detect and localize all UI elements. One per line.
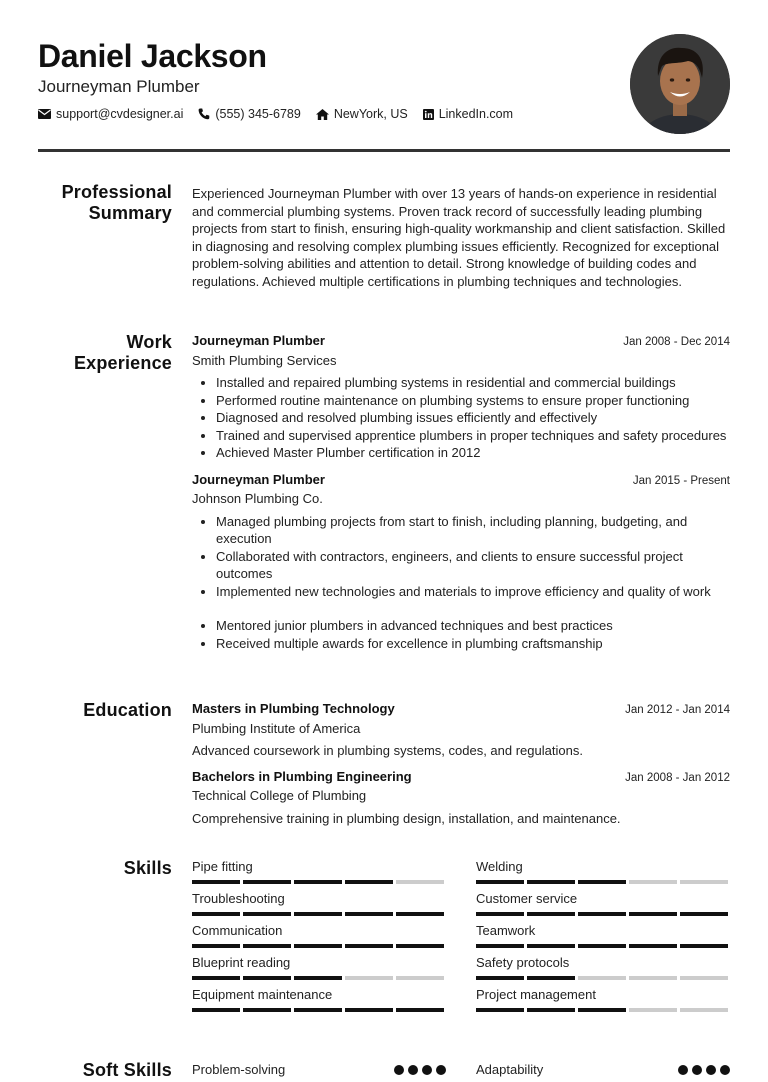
job-entry bbox=[192, 332, 730, 462]
skill-level-segment bbox=[680, 912, 728, 916]
skill-name: Welding bbox=[476, 859, 523, 874]
skill-level-segment bbox=[396, 976, 444, 980]
avatar bbox=[630, 34, 730, 134]
skill-level-segment bbox=[578, 1008, 626, 1012]
skill-level-segment bbox=[192, 976, 240, 980]
skill-level-segment bbox=[680, 976, 728, 980]
skills-grid bbox=[192, 858, 730, 1013]
rating-dot bbox=[678, 1065, 688, 1075]
rating-dot bbox=[720, 1065, 730, 1075]
skill-level-bar bbox=[192, 976, 446, 981]
work-body bbox=[192, 332, 730, 652]
skill-name: Pipe fitting bbox=[192, 859, 253, 874]
rating-dot bbox=[706, 1065, 716, 1075]
job-bullet: • Trained and supervised apprentice plumbers in proper techniques and safety procedures bbox=[216, 427, 730, 445]
skill-level-segment bbox=[527, 1008, 575, 1012]
skill-level-segment bbox=[294, 976, 342, 980]
skill-level-segment bbox=[527, 944, 575, 948]
job-date: Jan 2008 - Dec 2014 bbox=[623, 336, 730, 348]
skill-name: Communication bbox=[192, 923, 283, 938]
rating-dot bbox=[408, 1065, 418, 1075]
school-name: Plumbing Institute of America bbox=[192, 720, 361, 736]
rating-dot bbox=[422, 1065, 432, 1075]
job-bullets bbox=[192, 513, 730, 653]
skill-level-bar bbox=[192, 1008, 446, 1013]
contact-linkedin-text: LinkedIn.com bbox=[438, 107, 514, 121]
skill-level-segment bbox=[476, 1008, 524, 1012]
skill-level-segment bbox=[680, 880, 728, 884]
skill-name: Equipment maintenance bbox=[192, 987, 333, 1002]
skill-level-segment bbox=[294, 1008, 342, 1012]
profile-photo bbox=[630, 34, 730, 134]
education-heading: Education bbox=[83, 700, 172, 720]
skill-level-segment bbox=[243, 912, 291, 916]
job-date: Jan 2015 - Present bbox=[632, 474, 730, 487]
soft-skills-grid bbox=[192, 1061, 730, 1079]
education-date: Jan 2012 - Jan 2014 bbox=[625, 704, 730, 716]
skill-level-segment bbox=[294, 880, 342, 884]
linkedin-icon bbox=[423, 109, 434, 120]
contact-phone-text: (555) 345-6789 bbox=[215, 107, 301, 121]
job-title: Journeyman Plumber bbox=[192, 471, 325, 487]
soft-skill-item bbox=[476, 1061, 730, 1079]
skill-item bbox=[476, 890, 730, 917]
skill-level-segment bbox=[294, 944, 342, 948]
skill-item bbox=[476, 922, 730, 949]
skill-item bbox=[192, 922, 446, 949]
summary-text: Experienced Journeyman Plumber with over 13 years of hands-on experience in residential and commercial plumbing systems. Proven track record of successfully leading plumbing projects from start to finish, ensuring high-quality workmanship and client satisfaction. Skilled in diagnosing and resolving complex plumbing issues efficiently. Recognized for exceptional problem-solving abilities and attention to detail. Strong knowledge of building codes and regulations. Achieved multiple certifications in plumbing techniques and technologies. bbox=[192, 186, 726, 289]
skill-level-segment bbox=[629, 880, 677, 884]
skill-item bbox=[476, 858, 730, 885]
job-bullet: • Diagnosed and resolved plumbing issues efficiently and effectively bbox=[216, 409, 730, 427]
skill-level-segment bbox=[578, 912, 626, 916]
skill-name: Troubleshooting bbox=[192, 891, 285, 906]
skill-level-segment bbox=[476, 912, 524, 916]
job-bullet: • Performed routine maintenance on plumbing systems to ensure proper functioning bbox=[216, 392, 730, 410]
skill-level-segment bbox=[243, 880, 291, 884]
skill-item bbox=[476, 954, 730, 981]
skills-heading: Skills bbox=[123, 858, 172, 878]
school-name: Technical College of Plumbing bbox=[192, 788, 367, 803]
skill-level-segment bbox=[345, 880, 393, 884]
soft-skill-rating bbox=[678, 1065, 730, 1075]
skill-level-segment bbox=[294, 912, 342, 916]
skill-level-segment bbox=[396, 944, 444, 948]
skill-level-segment bbox=[578, 976, 626, 980]
skill-name: Blueprint reading bbox=[192, 955, 291, 970]
soft-skill-item bbox=[192, 1061, 446, 1079]
job-bullet: • Implemented new technologies and materials to improve efficiency and quality of work bbox=[216, 583, 730, 601]
skill-level-bar bbox=[192, 912, 446, 917]
rating-dot bbox=[436, 1065, 446, 1075]
soft-skill-rating bbox=[394, 1065, 446, 1075]
skill-level-segment bbox=[578, 944, 626, 948]
job-bullet: • Mentored junior plumbers in advanced techniques and best practices bbox=[216, 617, 730, 635]
skill-level-segment bbox=[396, 912, 444, 916]
skill-name: Project management bbox=[476, 987, 596, 1002]
job-title: Journeyman Plumber bbox=[192, 333, 325, 348]
summary-section bbox=[38, 182, 730, 312]
skill-level-segment bbox=[629, 976, 677, 980]
skill-level-segment bbox=[192, 944, 240, 948]
skill-level-segment bbox=[527, 880, 575, 884]
skill-level-segment bbox=[629, 912, 677, 916]
job-bullet: • Managed plumbing projects from start to finish, including planning, budgeting, and execution bbox=[216, 513, 730, 548]
degree-title: Bachelors in Plumbing Engineering bbox=[192, 768, 412, 784]
job-entry bbox=[192, 471, 730, 653]
summary-heading bbox=[38, 182, 172, 224]
education-desc: Comprehensive training in plumbing design, installation, and maintenance. bbox=[192, 810, 621, 826]
work-heading-line1: Work bbox=[126, 332, 172, 352]
skill-level-segment bbox=[345, 944, 393, 948]
home-icon bbox=[316, 109, 329, 120]
contact-email[interactable] bbox=[38, 107, 183, 121]
skill-level-segment bbox=[396, 1008, 444, 1012]
summary-heading-line2: Summary bbox=[88, 203, 172, 223]
skill-level-segment bbox=[578, 880, 626, 884]
skill-level-segment bbox=[527, 912, 575, 916]
work-heading-line2: Experience bbox=[73, 353, 172, 373]
skill-level-bar bbox=[476, 944, 730, 949]
resume-header bbox=[38, 36, 730, 121]
work-heading bbox=[38, 332, 172, 374]
job-bullets bbox=[192, 374, 730, 462]
job-bullet: • Collaborated with contractors, engineers, and clients to ensure successful project outcomes bbox=[216, 548, 730, 583]
envelope-icon bbox=[38, 109, 51, 119]
rating-dot bbox=[692, 1065, 702, 1075]
skill-level-segment bbox=[629, 1008, 677, 1012]
education-section bbox=[38, 700, 730, 830]
skill-item bbox=[192, 986, 446, 1013]
contact-email-text: support@cvdesigner.ai bbox=[56, 107, 184, 121]
skill-level-bar bbox=[192, 944, 446, 949]
phone-icon bbox=[198, 108, 210, 120]
summary-heading-line1: Professional bbox=[61, 182, 172, 202]
education-entry bbox=[192, 700, 730, 760]
skill-item bbox=[192, 890, 446, 917]
education-desc: Advanced coursework in plumbing systems, codes, and regulations. bbox=[192, 743, 583, 758]
skill-level-bar bbox=[476, 912, 730, 917]
job-company: Smith Plumbing Services bbox=[192, 352, 337, 368]
skill-level-bar bbox=[476, 1008, 730, 1013]
work-section bbox=[38, 332, 730, 682]
skills-body bbox=[192, 858, 730, 1013]
skill-item bbox=[476, 986, 730, 1013]
header-divider bbox=[38, 149, 730, 152]
skill-level-segment bbox=[192, 1008, 240, 1012]
skill-level-segment bbox=[243, 1008, 291, 1012]
skill-level-segment bbox=[345, 912, 393, 916]
skill-level-bar bbox=[476, 880, 730, 885]
skill-level-segment bbox=[396, 880, 444, 884]
skills-section bbox=[38, 858, 730, 1038]
skill-level-segment bbox=[629, 944, 677, 948]
skill-level-segment bbox=[345, 976, 393, 980]
candidate-name: Daniel Jackson bbox=[38, 38, 267, 74]
job-bullet: • Installed and repaired plumbing systems in residential and commercial buildings bbox=[216, 374, 730, 392]
education-date: Jan 2008 - Jan 2012 bbox=[625, 771, 730, 784]
skill-name: Customer service bbox=[476, 891, 578, 906]
education-body bbox=[192, 700, 730, 827]
skill-name: Safety protocols bbox=[476, 955, 570, 970]
skill-level-segment bbox=[345, 1008, 393, 1012]
skill-item bbox=[192, 858, 446, 885]
contact-phone[interactable] bbox=[198, 107, 300, 121]
degree-title: Masters in Plumbing Technology bbox=[192, 701, 395, 716]
soft-skill-name: Adaptability bbox=[476, 1062, 544, 1077]
skill-level-segment bbox=[192, 880, 240, 884]
skill-level-segment bbox=[192, 912, 240, 916]
skill-level-segment bbox=[527, 976, 575, 980]
skill-level-segment bbox=[476, 880, 524, 884]
soft-skill-name: Problem-solving bbox=[192, 1062, 286, 1077]
skill-level-segment bbox=[243, 944, 291, 948]
soft-skills-heading: Soft Skills bbox=[82, 1060, 172, 1080]
candidate-title: Journeyman Plumber bbox=[38, 77, 200, 96]
job-bullet: • Received multiple awards for excellence in plumbing craftsmanship bbox=[216, 635, 730, 653]
contact-location bbox=[316, 107, 408, 121]
contact-bar bbox=[38, 107, 730, 121]
skill-item bbox=[192, 954, 446, 981]
soft-skills-body bbox=[192, 1061, 730, 1079]
rating-dot bbox=[394, 1065, 404, 1075]
skill-level-segment bbox=[243, 976, 291, 980]
skill-name: Teamwork bbox=[476, 923, 536, 938]
skill-level-bar bbox=[192, 880, 446, 885]
skill-level-segment bbox=[680, 944, 728, 948]
job-bullet: • Achieved Master Plumber certification in 2012 bbox=[216, 444, 730, 462]
education-entry bbox=[192, 768, 730, 828]
skill-level-segment bbox=[476, 944, 524, 948]
contact-location-text: NewYork, US bbox=[333, 107, 408, 121]
skill-level-bar bbox=[476, 976, 730, 981]
skill-level-segment bbox=[680, 1008, 728, 1012]
job-company: Johnson Plumbing Co. bbox=[192, 491, 323, 506]
contact-linkedin[interactable] bbox=[423, 107, 513, 121]
skill-level-segment bbox=[476, 976, 524, 980]
soft-skills-section bbox=[38, 1060, 730, 1082]
